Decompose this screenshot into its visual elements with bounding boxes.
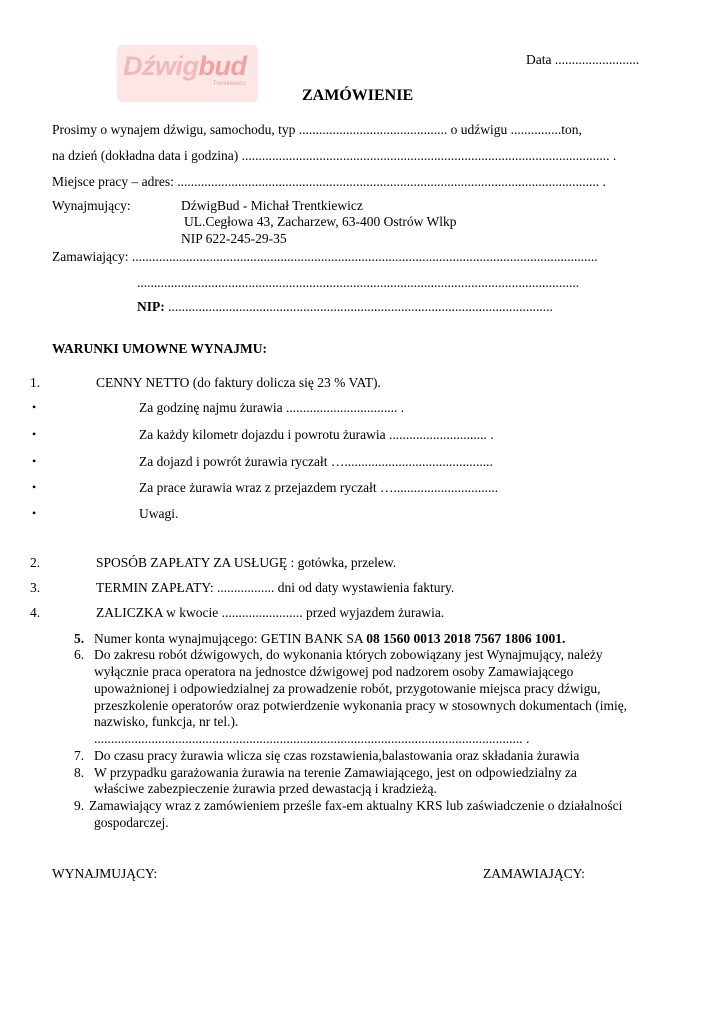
item-number-9: 9. — [74, 798, 85, 813]
item-number-8: 8. — [74, 765, 85, 780]
item-number-5: 5. — [74, 631, 85, 646]
payment-method: SPOSÓB ZAPŁATY ZA USŁUGĘ : gotówka, przelew. — [96, 555, 397, 570]
client-signature-label: ZAMAWIAJĄCY: — [483, 866, 585, 881]
order-line-address: Miejsce pracy – adres: ............................................................................................................................. . — [52, 174, 606, 189]
bullet: • — [32, 480, 37, 494]
lessor-label: Wynajmujący: — [52, 198, 131, 213]
logo-subtitle: Trentkiewicz — [212, 81, 246, 87]
scope-dots: ............................................................................................................................... . — [94, 731, 530, 746]
item-number-2: 2. — [30, 555, 41, 570]
garaging-line-1: W przypadku garażowania żurawia na terenie Zamawiającego, jest on odpowiedzialny za — [94, 765, 577, 780]
logo-wordmark: Dźwigbud — [123, 51, 247, 81]
bullet: • — [32, 454, 37, 468]
client-line-2: ................................................................................................................................... — [137, 275, 580, 290]
bullet: • — [32, 506, 37, 520]
krs-line-2: gospodarczej. — [94, 815, 169, 830]
price-per-km: Za każdy kilometr dojazdu i powrotu żurawia ............................. . — [139, 427, 494, 442]
bullet: • — [32, 427, 37, 441]
scope-line-5: nazwisko, funkcja, nr tel.). — [94, 714, 239, 729]
lessor-nip: NIP 622-245-29-35 — [181, 231, 287, 246]
price-work-flat: Za prace żurawia wraz z przejazdem ryczałt …............................... — [139, 480, 499, 495]
scope-line-2: wyłącznie praca operatora na jednostce dźwigowej pod nadzorem osoby Zamawiającego — [94, 664, 574, 679]
order-line-vehicle: Prosimy o wynajem dźwigu, samochodu, typ ............................................ o udźwigu ...............ton, — [52, 122, 582, 137]
page-title: ZAMÓWIENIE — [302, 87, 414, 104]
garaging-line-2: właściwe zabezpieczenie żurawia przed dewastacją i kradzieżą. — [94, 781, 437, 796]
client-line-1: Zamawiający: .......................................................................................................................................... — [52, 249, 598, 264]
scope-line-4: przeszkolenie operatorów oraz potwierdzenie wykonania pracy w stosownych dokumentach (imię, — [94, 698, 628, 713]
work-time-rule: Do czasu pracy żurawia wlicza się czas rozstawienia,balastowania oraz składania żurawia — [94, 748, 580, 763]
client-nip-line: NIP: .................................................................................................................. — [137, 299, 553, 314]
item-number-1: 1. — [30, 375, 41, 390]
item-number-3: 3. — [30, 580, 41, 595]
scope-line-3: upoważnionej i odpowiedzialnej za prowadzenie robót, przygotowanie miejsca pracy dźwigu, — [94, 681, 601, 696]
date-field: Data ......................... — [526, 52, 640, 67]
terms-heading: WARUNKI UMOWNE WYNAJMU: — [52, 341, 267, 356]
payment-term: TERMIN ZAPŁATY: ................. dni od daty wystawienia faktury. — [96, 580, 455, 595]
item-number-7: 7. — [74, 748, 85, 763]
item-number-4: 4. — [30, 605, 41, 620]
bullet: • — [32, 400, 37, 414]
krs-line-1: Zamawiający wraz z zamówieniem prześle fax-em aktualny KRS lub zaświadczenie o działalności — [89, 798, 623, 813]
scope-line-1: Do zakresu robót dźwigowych, do wykonania których zobowiązany jest Wynajmujący, należy — [94, 647, 603, 662]
item-price: CENNY NETTO (do faktury dolicza się 23 % VAT). — [96, 375, 381, 390]
lessor-signature-label: WYNAJMUJĄCY: — [52, 866, 158, 881]
lessor-address: UL.Cegłowa 43, Zacharzew, 63-400 Ostrów Wlkp — [184, 214, 457, 229]
lessor-name: DźwigBud - Michał Trentkiewicz — [181, 198, 363, 213]
price-transport-flat: Za dojazd i powrót żurawia ryczałt …............................................ — [139, 454, 493, 469]
bank-account: Numer konta wynajmującego: GETIN BANK SA 08 1560 0013 2018 7567 1806 1001. — [94, 631, 566, 646]
company-logo — [117, 45, 258, 102]
item-number-6: 6. — [74, 647, 85, 662]
advance-payment: ZALICZKA w kwocie ........................ przed wyjazdem żurawia. — [96, 605, 445, 620]
remarks: Uwagi. — [139, 506, 179, 521]
order-line-date: na dzień (dokładna data i godzina) ............................................................................................................. . — [52, 148, 617, 163]
price-hourly: Za godzinę najmu żurawia ................................. . — [139, 400, 405, 415]
